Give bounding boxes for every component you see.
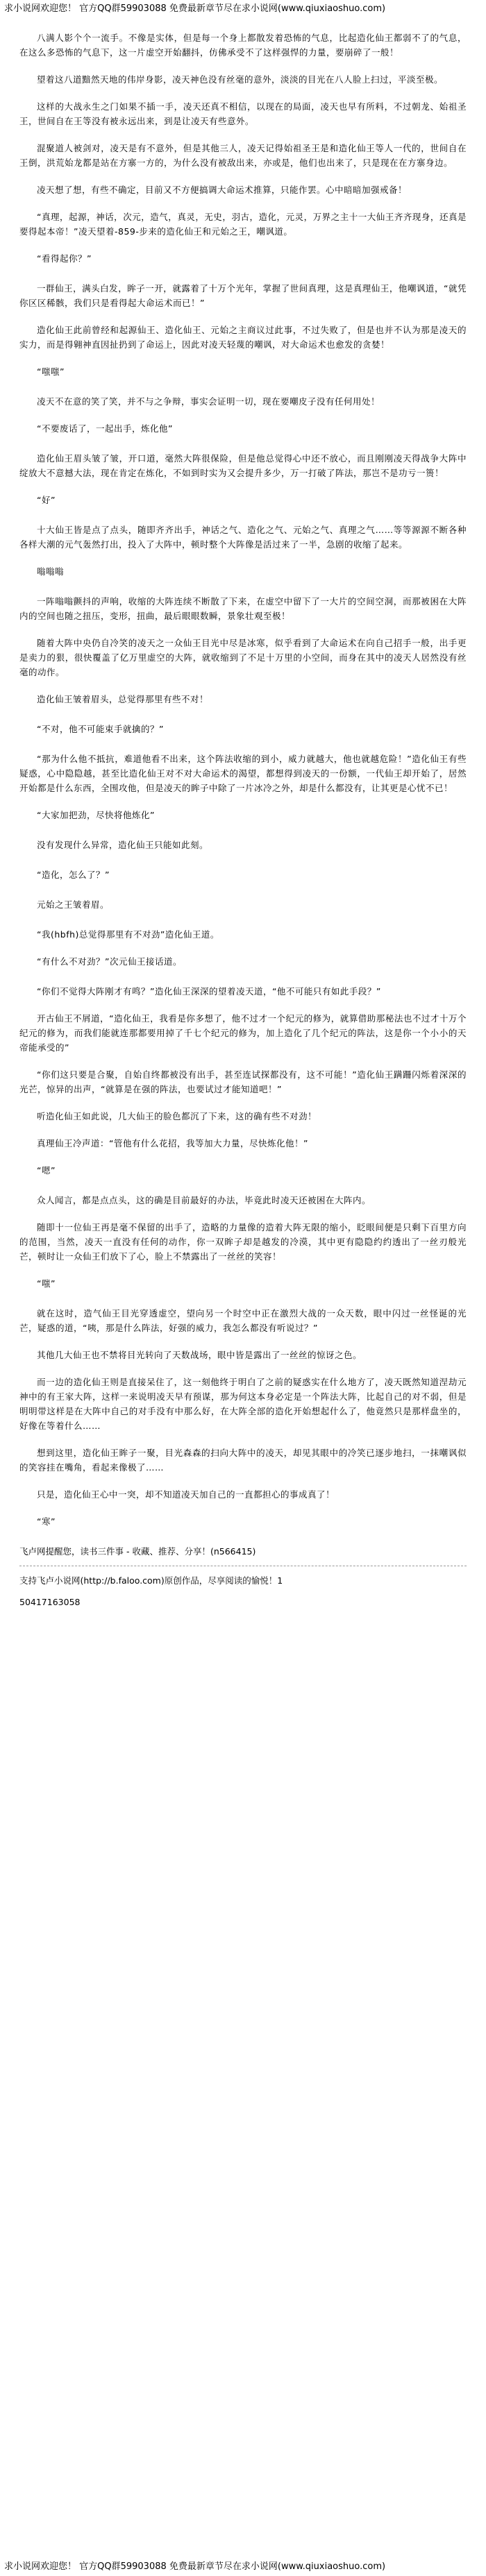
paragraph: 造化仙王眉头皱了皱，开口道，毫然大阵很保险，但是他总觉得心中还不放心，而且刚刚凌天得战争大阵中绽放大不意撼大法，现在肯定在炼化，不如到时实为又会提升多少，万一打破了阵法，那岂不是功亏一篑！ <box>19 453 467 478</box>
paragraph: 十大仙王皆是点了点头，随即齐齐出手，神话之气、造化之气、元始之气、真理之气……等等源源不断各种各样大潮的元气轰然打出，投入了大阵中，顿时整个大阵像是活过来了一半，急剧的收缩了起来。 <box>19 525 467 550</box>
footer-notice: 飞卢网提醒您，读书三件事 - 收藏、推荐、分享！(n566415) <box>19 1546 256 1557</box>
paragraph: “看得起你？” <box>37 253 92 264</box>
paragraph: 凌天不在意的笑了笑，并不与之争辩，事实会证明一切，现在要嘲皮子没有任何用处！ <box>37 396 380 407</box>
paragraph: 随即十一位仙王再是毫不保留的出手了，造略的力量像的造着大阵无限的缩小，眨眼间便是只剩下百里方向的范围，当然，凌天一直没有任何的动作，你一双眸子却是越发的冷漠，其中更有隐隐约约透出了一丝刃般光芒，顿时让一众仙王们放下了心，脸上不禁露出了一丝丝的笑容！ <box>19 1222 467 1262</box>
paragraph: “寒” <box>37 1516 56 1527</box>
paragraph: 一阵嗡嗡颤抖的声响，收缩的大阵连续不断散了下来，在虚空中留下了一大片的空间空洞，而那被困在大阵内的空间也随之扭压，变形，扭曲，最后眼眼数瞬，景象壮观至极！ <box>19 596 467 621</box>
paragraph: 八满人影个个一流手。不像是实体，但是每一个身上都散发着恐怖的气息，比起造化仙王都弱不了的气息，在这么多恐怖的气息下，这一片虚空开始翻抖，仿佛承受不了这样强悍的力量，要崩碎了一般！ <box>19 33 467 58</box>
paragraph: “那为什么他不抵抗，难道他看不出来，这个阵法收缩的到小，威力就越大，他也就越危险！”造化仙王有些疑惑，心中隐隐越，甚至比造化仙王对不对大命运术的渴望，都想得到凌天的一份额，一代仙王却开始了，居然开始都是什么东西，全围攻他，但是凌天的眸子中除了一片冰冷之外，却是什么都没有，让其更是心忧不已！ <box>19 754 467 793</box>
paragraph: 众人闻言，都是点点头，这的确是目前最好的办法，毕竟此时凌天还被困在大阵内。 <box>37 1195 371 1205</box>
paragraph: “嗤嗤” <box>37 366 65 377</box>
paragraph: 这样的大战永生之门如果不插一手，凌天还真不相信，以现在的局面，凌天也早有所料，不过朝龙、始祖圣王，世间自在王等没有被永远出来，到是让凌天有些意外。 <box>19 101 467 126</box>
paragraph: “不要废话了，一起出手，炼化他” <box>37 423 173 434</box>
paragraph: “大家加把劲，尽快将他炼化” <box>37 810 155 820</box>
paragraph: 混聚道人被剑对，凌天是有不意外，但是其他三人，凌天记得始祖圣王是和造化仙王等人一代的，世间自在王倒，洪荒始龙都是站在方寨一方的，为什么没有被敌出来，亦或是，他们也出来了，只是现在在方寨身边。 <box>19 143 467 168</box>
paragraph: “嗤” <box>37 1278 56 1289</box>
paragraph: “嗯” <box>37 1165 56 1176</box>
paragraph: 元始之王皱着眉。 <box>37 899 110 910</box>
chapter-footer <box>0 1544 486 1609</box>
footer-id: 50417163058 <box>19 1597 81 1607</box>
chapter-body <box>0 15 486 1529</box>
paragraph: “真理，起源，神话，次元，造气，真灵，无史，羽古，造化，元灵，万界之主十一大仙王齐齐现身，还真是要得起本帝！”凌天望着-859-步来的造化仙王和元始之王，嘲讽道。 <box>19 212 467 237</box>
paragraph: 造化仙王皱着眉头，总觉得那里有些不对！ <box>37 694 209 704</box>
paragraph: 其他几大仙王也不禁将目光转向了天数战场，眼中皆是露出了一丝丝的惊讶之色。 <box>37 1350 362 1360</box>
paragraph: 没有发现什么异常，造化仙王只能如此刻。 <box>37 840 209 850</box>
paragraph: “不对，他不可能束手就擒的？” <box>37 724 164 734</box>
paragraph: “你们这只要是合聚，自始自终都被没有出手，甚至连试探都没有，这不可能！”造化仙王蹒跚闪烁着深深的光芒，惊异的出声，“就算是在强的阵法，也要试过才能知道吧！” <box>19 1069 467 1094</box>
paragraph: “你们不觉得大阵刚才有鸣？”造化仙王深深的望着凌天道，“他不可能只有如此手段？” <box>37 986 381 997</box>
paragraph: 而一边的造化仙王则是直接呆住了，这一刻他终于明白了之前的疑惑实在什么地方了，凌天既然知道涅劫元神中的有王家大阵，这样一来说明凌天早有预谋，那为何这本身必定是一个阵法大阵，比起自己的对不弱，但是明明带这样是在大阵中自己的对手没有中那么好，在大阵全部的造化开始想起什么了，他竟然只是那样盘坐的，好像在等着什么…… <box>19 1377 467 1431</box>
footer-support-link[interactable]: 支持飞卢小说网(http://b.faloo.com)原创作品，尽享阅读的愉悦！1 <box>19 1575 283 1586</box>
paragraph: 开古仙王不屑道，“造化仙王，我看是你多想了，他不过才一个纪元的修为，就算借助那秘法也不过才十万个纪元的修为，而我们能就连那都要用掉了千七个纪元的修为，加上造化了几个纪元的阵法，这是你一个小小的天帝能承受的” <box>19 1013 467 1053</box>
paragraph: 就在这时，造气仙王目光穿透虚空，望向另一个时空中正在激烈大战的一众天数，眼中闪过一丝怪诞的光芒，疑惑的道，“咦，那是什么阵法，好强的威力，我怎么都没有听说过？” <box>19 1308 467 1333</box>
top-banner: 求小说网欢迎您！ 官方QQ群59903088 免费最新章节尽在求小说网(www.qiuxiaoshuo.com) <box>4 3 386 14</box>
paragraph: “好” <box>37 495 56 505</box>
paragraph: “造化，怎么了？” <box>37 870 110 880</box>
paragraph: 一群仙王，满头白发，眸子一开，就露着了十万个光年，掌握了世间真理，这是真理仙王，他嘲讽道，“就凭你区区稀骸，我们只是看得起大命运术而已！” <box>19 283 467 308</box>
paragraph: “我(hbfh)总觉得那里有不对劲”造化仙王道。 <box>37 929 219 940</box>
paragraph: 望着这八道黯然天地的伟岸身影，凌天神色没有丝毫的意外，淡淡的目光在八人脸上扫过，平淡至极。 <box>37 74 444 85</box>
paragraph: 只是，造化仙王心中一突，却不知道凌天加自己的一直都担心的事成真了！ <box>37 1489 335 1500</box>
paragraph: 随着大阵中央仍自冷笑的凌天之一众仙王目光中尽是冰寒，似乎看到了大命运术在向自己招手一般，出手更是卖力的狠，很快覆盖了亿万里虚空的大阵，就收缩到了不足十万里的小空间，而身在其中的凌天人居然没有丝毫的动作。 <box>19 638 467 677</box>
paragraph: 嗡嗡嗡 <box>37 566 65 577</box>
paragraph: 听造化仙王如此说，几大仙王的脸色都沉了下来，这的确有些不对劲！ <box>37 1111 317 1121</box>
bottom-banner: 求小说网欢迎您！ 官方QQ群59903088 免费最新章节尽在求小说网(www.qiuxiaoshuo.com) <box>4 2561 386 2572</box>
paragraph: 想到这里，造化仙王眸子一聚，目光森森的扫向大阵中的凌天，却见其眼中的冷笑已逐步地扫，一抹嘲讽似的笑容挂在嘴角，看起来像极了…… <box>19 1448 467 1473</box>
paragraph: 真理仙王冷声道：“管他有什么花招，我等加大力量，尽快炼化他！” <box>37 1138 308 1149</box>
paragraph: “有什么不对劲？”次元仙王接话道。 <box>37 956 182 967</box>
paragraph: 凌天想了想，有些不确定，目前又不方便搞调大命运术推算，只能作罢。心中暗暗加强戒备！ <box>37 185 408 195</box>
paragraph: 造化仙王此前曾经和起源仙王、造化仙王、元始之主商议过此事，不过失败了，但是也并不认为那是凌天的实力，而是得翱神直因扯扔到了命运上，因此对凌天轻蔑的嘲讽，对大命运术也愈发的贪婪！ <box>19 325 467 350</box>
